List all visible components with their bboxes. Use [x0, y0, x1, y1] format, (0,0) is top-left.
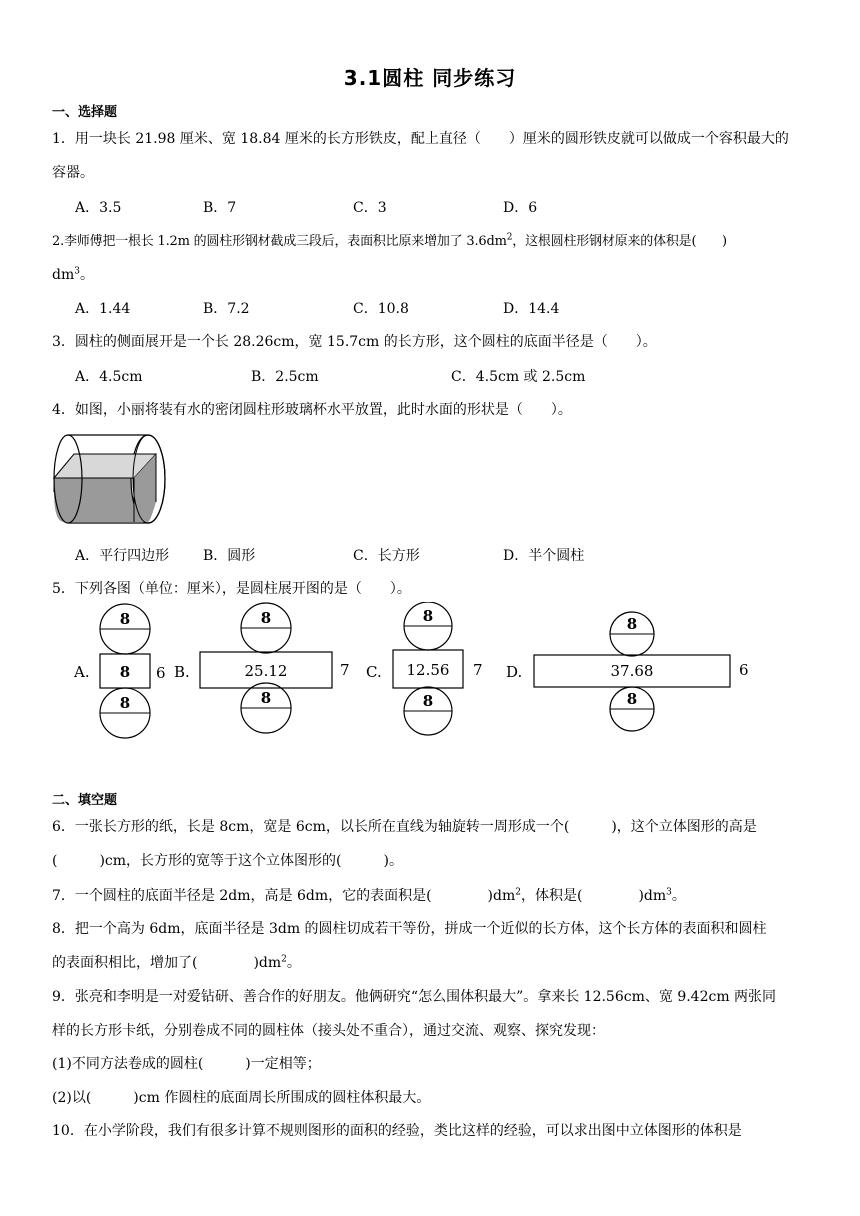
question-8-line-2: 的表面积相比，增加了( )$dm^2$。 — [52, 954, 301, 971]
option-a: A．1.44 — [75, 301, 131, 317]
net-letter: C. — [366, 663, 382, 681]
question-1-options — [75, 197, 537, 217]
net-letter: D. — [506, 663, 523, 681]
circle-label: 8 — [422, 692, 434, 710]
question-6-line-1: 6．一张长方形的纸，长是 8cm，宽是 6cm，以长所在直线为轴旋转一周形成一个( )，这个立体图形的高是 — [52, 819, 757, 835]
circle-label: 8 — [119, 694, 131, 712]
question-2-options — [75, 298, 559, 318]
rect-label: 25.12 — [244, 662, 288, 680]
side-label: 6 — [739, 661, 749, 679]
option-b: B．7.2 — [203, 301, 250, 317]
option-d: D．半个圆柱 — [503, 548, 585, 564]
option-c: C．4.5cm 或 2.5cm — [451, 369, 586, 385]
net-figures — [60, 602, 780, 740]
question-9-line-1: 9．张亮和李明是一对爱钻研、善合作的好朋友。他俩研究“怎么围体积最大”。拿来长 12.56cm、宽 9.42cm 两张同 — [52, 989, 777, 1005]
side-label: 7 — [473, 661, 483, 679]
option-d: D．14.4 — [503, 301, 560, 317]
option-c: C．10.8 — [353, 301, 409, 317]
net-option-d — [506, 612, 749, 731]
rect-label: 12.56 — [406, 661, 450, 679]
question-6-line-2: ( )cm，长方形的宽等于这个立体图形的( )。 — [52, 853, 403, 869]
net-option-c — [366, 602, 483, 735]
circle-label: 8 — [422, 607, 434, 625]
question-3-line-1: 3．圆柱的侧面展开是一个长 28.26cm，宽 15.7cm 的长方形，这个圆柱的底面半径是（ ）。 — [52, 334, 657, 350]
question-4-line-1: 4．如图，小丽将装有水的密闭圆柱形玻璃杯水平放置，此时水面的形状是（ ）。 — [52, 402, 572, 418]
section-heading-choice: 一、选择题 — [52, 105, 118, 120]
option-c: C．长方形 — [353, 548, 420, 564]
question-4-options — [75, 545, 584, 565]
question-2-line-1: 2.李师傅把一根长 1.2m 的圆柱形钢材截成三段后，表面积比原来增加了 $3.6dm^2$，这根圆柱形钢材原来的体积是( ) — [52, 232, 727, 249]
question-9-line-3: (1)不同方法卷成的圆柱( )一定相等； — [52, 1056, 321, 1072]
circle-label: 8 — [626, 690, 638, 708]
circle-label: 8 — [260, 689, 272, 707]
cylinder-glass-figure — [50, 432, 170, 528]
section-heading-fill: 二、填空题 — [52, 793, 118, 808]
rect-label: 37.68 — [610, 662, 654, 680]
question-5-line-1: 5．下列各图（单位：厘米），是圆柱展开图的是（ ）。 — [52, 581, 411, 597]
side-label: 7 — [340, 661, 350, 679]
net-letter: A. — [74, 663, 90, 681]
question-7-line-1: 7．一个圆柱的底面半径是 2dm，高是 6dm，它的表面积是( )$dm^2$，体积是( )$dm^3$。 — [52, 887, 686, 904]
option-a: A．平行四边形 — [75, 548, 170, 564]
question-10-line-1: 10．在小学阶段，我们有很多计算不规则图形的面积的经验，类比这样的经验，可以求出图中立体图形的体积是 — [52, 1123, 742, 1139]
option-b: B．圆形 — [203, 548, 256, 564]
question-8-line-1: 8．把一个高为 6dm，底面半径是 3dm 的圆柱切成若干等份，拼成一个近似的长方体，这个长方体的表面积和圆柱 — [52, 921, 767, 937]
circle-label: 8 — [260, 609, 272, 627]
option-d: D．6 — [503, 200, 538, 216]
option-b: B．2.5cm — [251, 369, 319, 385]
question-9-line-4: (2)以( )cm 作圆柱的底面周长所围成的圆柱体积最大。 — [52, 1090, 431, 1106]
option-b: B．7 — [203, 200, 237, 216]
side-label: 6 — [156, 664, 166, 682]
option-c: C．3 — [353, 200, 387, 216]
question-2-line-2: $dm^3$。 — [52, 266, 94, 283]
question-1-line-2: 容器。 — [52, 165, 94, 181]
option-a: A．3.5 — [75, 200, 122, 216]
option-a: A．4.5cm — [75, 369, 143, 385]
question-1-line-1: 1．用一块长 21.98 厘米、宽 18.84 厘米的长方形铁皮，配上直径（ ）厘米的圆形铁皮就可以做成一个容积最大的 — [52, 131, 789, 147]
rect-label: 8 — [119, 663, 131, 681]
net-letter: B. — [174, 663, 190, 681]
circle-label: 8 — [119, 610, 131, 628]
page-title: 3.1圆柱 同步练习 — [343, 66, 517, 90]
question-3-options — [75, 366, 585, 386]
net-option-a — [73, 604, 166, 738]
net-option-b — [174, 603, 350, 733]
circle-label: 8 — [626, 615, 638, 633]
question-9-line-2: 样的长方形卡纸，分别卷成不同的圆柱体（接头处不重合），通过交流、观察、探究发现： — [52, 1023, 605, 1039]
